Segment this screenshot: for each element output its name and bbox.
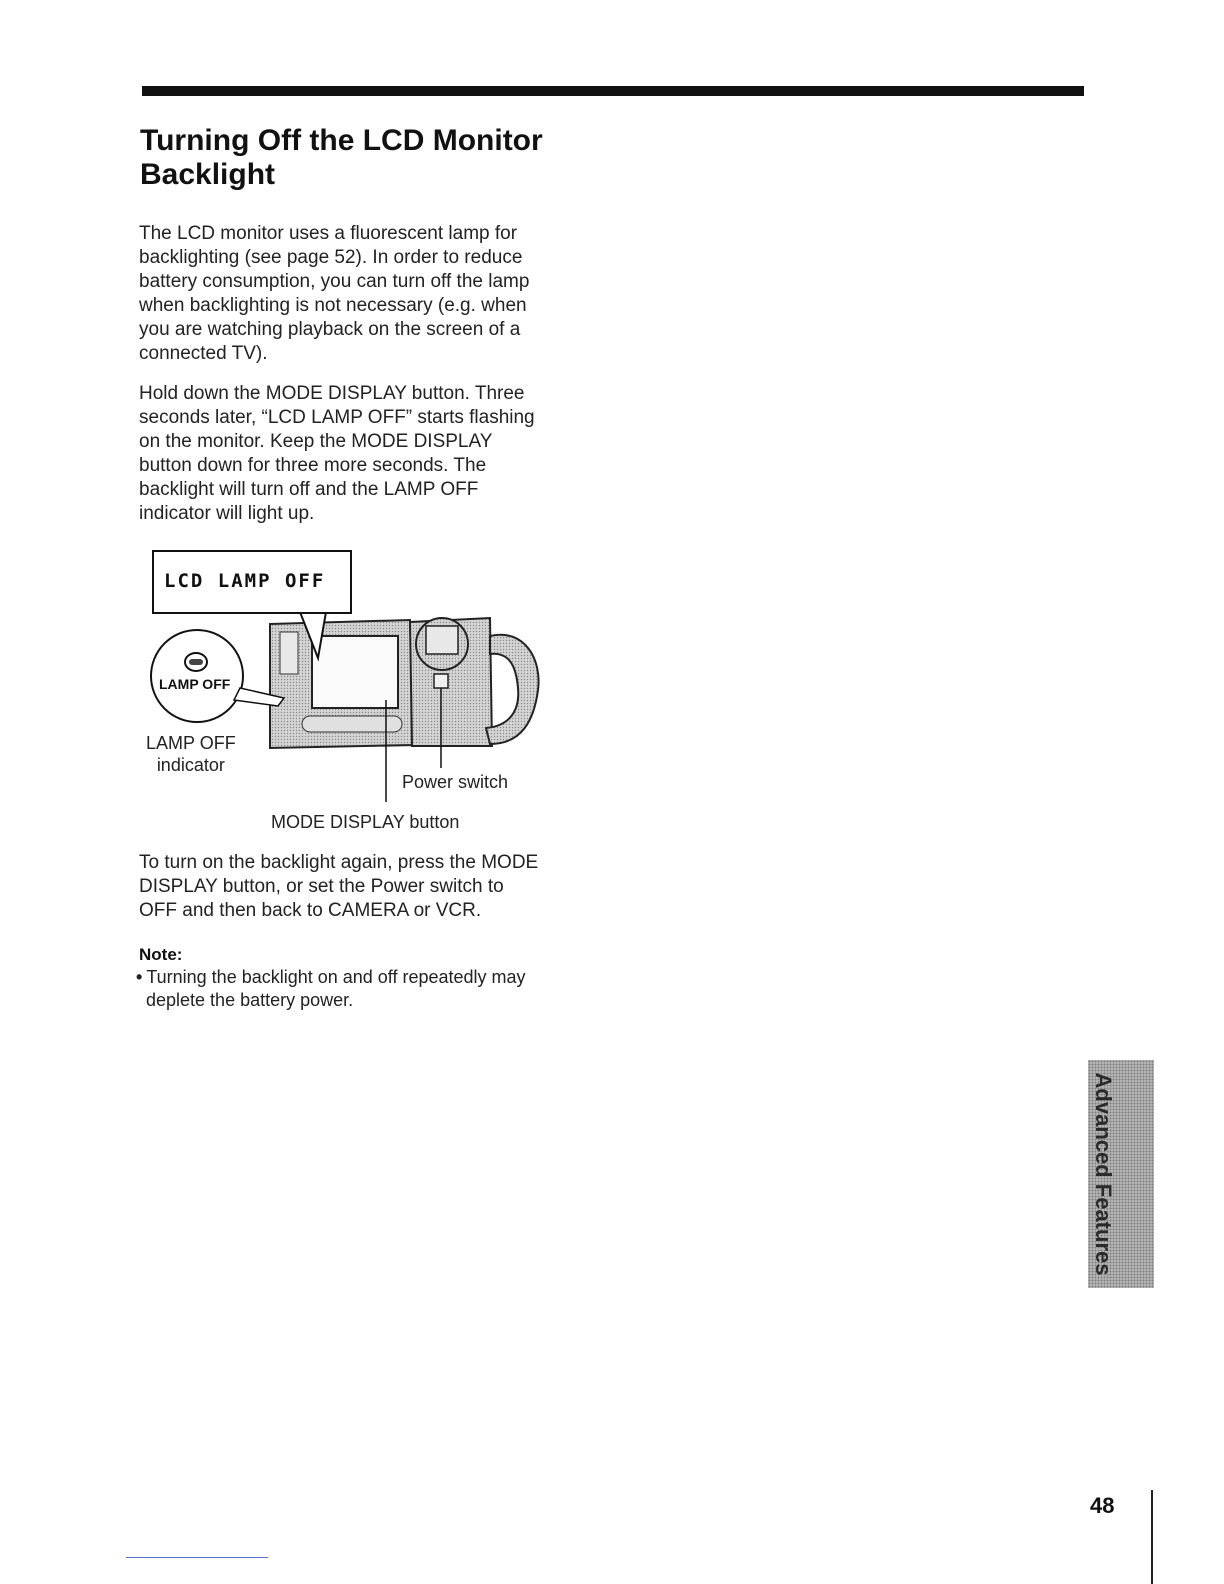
note-heading: Note: [139, 945, 183, 964]
bullet-icon: • [136, 967, 143, 987]
lamp-off-indicator-caption: LAMP OFF indicator [146, 733, 236, 775]
lcd-message-text: LCD LAMP OFF [164, 570, 326, 592]
section-tab-label: Advanced Features [1091, 1072, 1116, 1276]
restore-paragraph: To turn on the backlight again, press the MODE DISPLAY button, or set the Power switch to OFF and then back to CAMERA or VCR. [139, 852, 539, 921]
note-item-text: Turning the backlight on and off repeatedly may deplete the battery power. [146, 967, 526, 1010]
page-edge-rule [1151, 1490, 1153, 1584]
camcorder-illustration [130, 540, 600, 840]
indicator-small-label: LAMP OFF [159, 676, 231, 692]
intro-paragraph: The LCD monitor uses a fluorescent lamp for backlighting (see page 52). In order to reduce battery consumption, you can turn off the lamp when backlighting is not necessary (e.g. when you are watching playback on the screen of a connected TV). [139, 223, 530, 364]
section-tab [1088, 1060, 1154, 1288]
page-title: Turning Off the LCD Monitor Backlight [140, 124, 543, 191]
instruction-paragraph: Hold down the MODE DISPLAY button. Three seconds later, “LCD LAMP OFF” starts flashing on the monitor. Keep the MODE DISPLAY button down for three more seconds. The backlight will turn off and the LAMP OFF indicator will light up. [139, 383, 535, 524]
top-rule [142, 86, 1084, 96]
note-item [132, 966, 616, 1012]
lcd-message-box [152, 550, 352, 614]
indicator-lamp-inner [189, 659, 203, 665]
bottom-rule [126, 1557, 268, 1558]
power-switch-caption: Power switch [402, 772, 509, 792]
page-number: 48 [1090, 1493, 1115, 1518]
mode-display-caption: MODE DISPLAY button [271, 812, 460, 832]
